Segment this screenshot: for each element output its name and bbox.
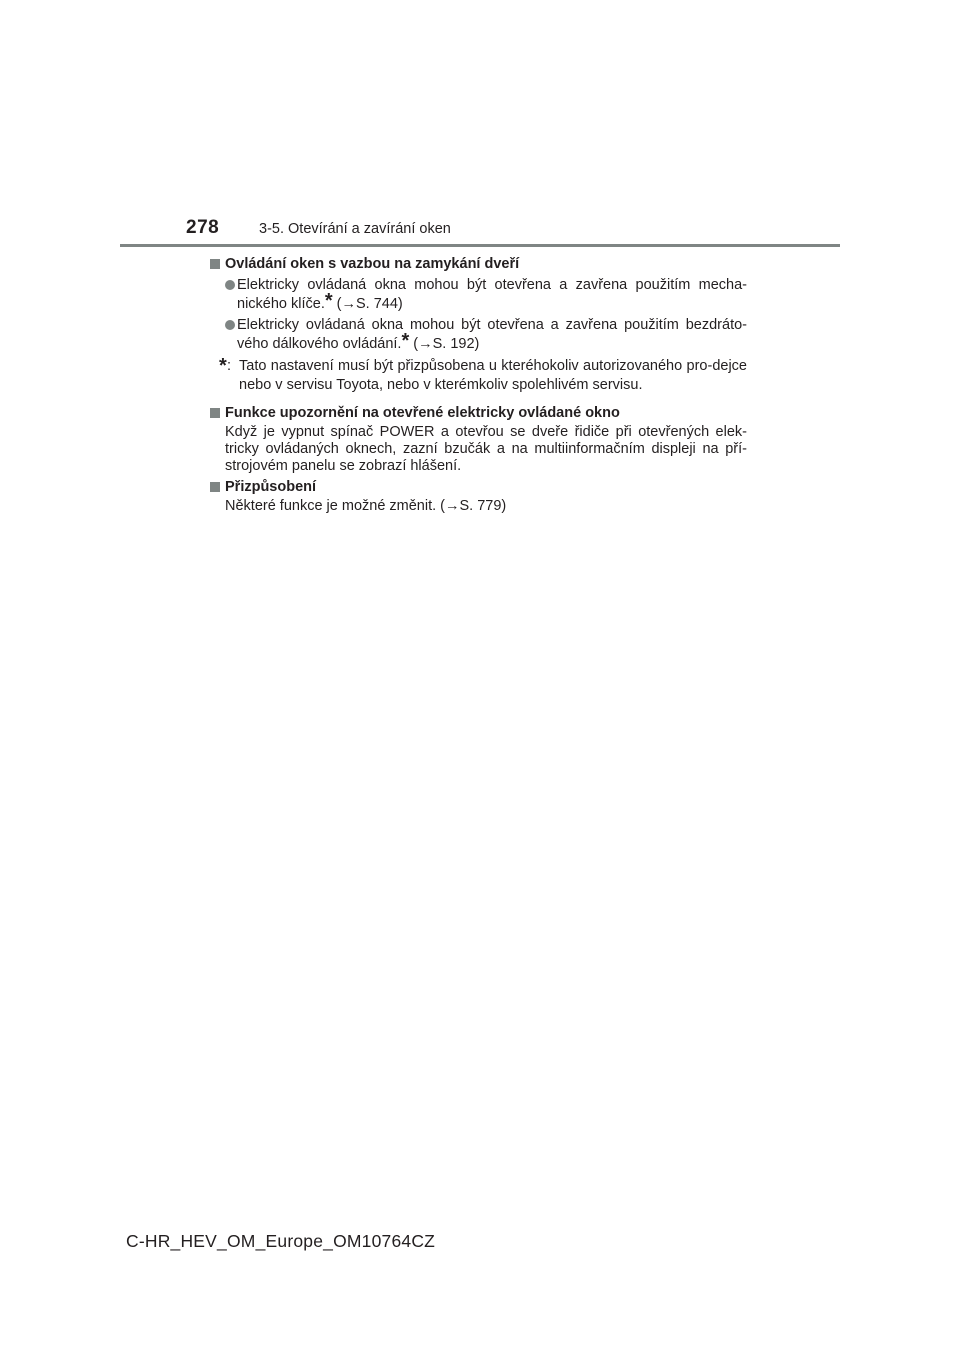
footnote-star: *	[324, 290, 333, 312]
footnote-text: Tato nastavení musí být přizpůsobena u kteréhokoliv autorizovaného pro-dejce nebo v servisu Toyota, nebo v kterémkoliv spolehlivém servisu.	[239, 358, 747, 393]
header-divider	[120, 244, 840, 247]
list-item	[210, 317, 747, 353]
footnote-colon: :	[227, 358, 232, 374]
section-heading-door-lock-windows: Ovládání oken s vazbou na zamykání dveří	[210, 256, 747, 273]
footnote-star: *	[219, 355, 227, 377]
round-bullet-icon	[225, 280, 235, 290]
footnote	[210, 357, 747, 395]
page-content	[210, 256, 747, 515]
section-heading-open-window-warning: Funkce upozornění na otevřené elektricky ovládané okno	[210, 405, 747, 422]
list-item-text: Elektricky ovládaná okna mohou být otevřena a zavřena použitím bezdráto-vého dálkového ovládání.	[237, 317, 747, 352]
round-bullet-icon	[225, 320, 235, 330]
page-reference: (→S. 744)	[332, 296, 403, 312]
page-reference: (→S. 192)	[409, 336, 480, 352]
section-title: 3-5. Otevírání a zavírání oken	[259, 221, 451, 237]
square-bullet-icon	[210, 408, 220, 418]
page-number: 278	[186, 217, 220, 238]
section-heading-customization: Přizpůsobení	[210, 479, 747, 496]
page-header	[0, 0, 960, 250]
list-item-text: Elektricky ovládaná okna mohou být otevřena a zavřena použitím mecha-nického klíče.	[237, 277, 747, 312]
list-item	[210, 277, 747, 313]
square-bullet-icon	[210, 259, 220, 269]
footnote-star: *	[401, 330, 410, 352]
document-code: C-HR_HEV_OM_Europe_OM10764CZ	[126, 1231, 436, 1251]
section-paragraph: Některé funkce je možné změnit. (→S. 779)	[225, 498, 507, 514]
square-bullet-icon	[210, 482, 220, 492]
section-paragraph: Když je vypnut spínač POWER a otevřou se dveře řidiče při otevřených elek-tricky ovládaných oknech, zazní bzučák a na multiinformačním displeji na pří-strojovém panelu se zobrazí hlášení.	[225, 424, 747, 474]
